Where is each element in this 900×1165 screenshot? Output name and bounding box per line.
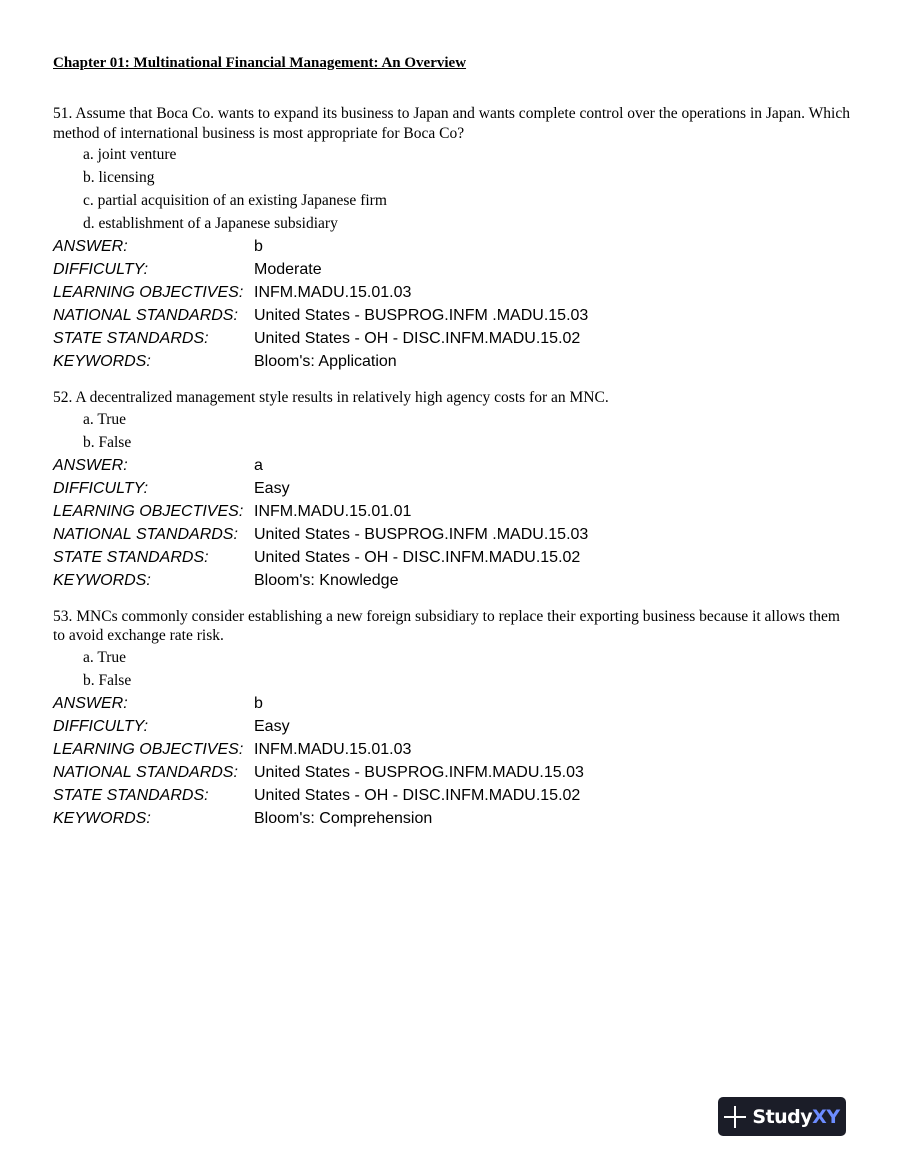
- meta-row: [53, 454, 588, 477]
- meta-key: ANSWER:: [53, 238, 128, 255]
- meta-row: [53, 807, 584, 830]
- meta-value: a: [254, 456, 263, 474]
- meta-key: STATE STANDARDS:: [53, 330, 209, 347]
- meta-value: INFM.MADU.15.01.03: [254, 740, 412, 758]
- meta-key: NATIONAL STANDARDS:: [53, 307, 238, 324]
- chapter-title: Chapter 01: Multinational Financial Management: An Overview: [53, 55, 467, 71]
- meta-row: [53, 738, 584, 761]
- meta-key: ANSWER:: [53, 694, 128, 712]
- meta-key: KEYWORDS:: [53, 353, 151, 370]
- meta-row: [53, 500, 588, 523]
- question-53: [53, 607, 853, 830]
- logo-text-study: Study: [752, 1105, 813, 1128]
- meta-row: [53, 327, 588, 350]
- question-metadata: [53, 235, 588, 373]
- document-page: [53, 54, 853, 830]
- question-52: [53, 388, 853, 592]
- meta-value: Moderate: [254, 261, 322, 278]
- meta-value: United States - BUSPROG.INFM.MADU.15.03: [254, 763, 584, 781]
- meta-row: [53, 784, 584, 807]
- meta-key: ANSWER:: [53, 456, 128, 474]
- option-item: b. licensing: [83, 169, 155, 186]
- meta-key: STATE STANDARDS:: [53, 786, 209, 804]
- meta-row: [53, 761, 584, 784]
- answer-options: [53, 143, 853, 235]
- meta-value: United States - OH - DISC.INFM.MADU.15.02: [254, 330, 581, 347]
- meta-row: [53, 304, 588, 327]
- meta-value: Easy: [254, 479, 290, 497]
- plus-icon: [724, 1106, 746, 1128]
- meta-key: LEARNING OBJECTIVES:: [53, 740, 244, 758]
- option-item: d. establishment of a Japanese subsidiary: [83, 215, 338, 232]
- meta-row: [53, 477, 588, 500]
- option-item: a. True: [83, 410, 127, 428]
- question-text: 53. MNCs commonly consider establishing a new foreign subsidiary to replace their exporting business because it allows them to avoid exchange rate risk.: [53, 607, 840, 644]
- meta-key: NATIONAL STANDARDS:: [53, 763, 238, 781]
- meta-value: Bloom's: Application: [254, 353, 397, 370]
- answer-options: [53, 646, 853, 692]
- option-item: a. joint venture: [83, 146, 177, 163]
- meta-row: [53, 523, 588, 546]
- meta-row: [53, 715, 584, 738]
- question-text: 52. A decentralized management style results in relatively high agency costs for an MNC.: [53, 389, 609, 406]
- meta-value: United States - OH - DISC.INFM.MADU.15.02: [254, 786, 581, 804]
- meta-value: United States - BUSPROG.INFM .MADU.15.03: [254, 307, 589, 324]
- meta-value: b: [254, 694, 263, 712]
- meta-row: [53, 692, 584, 715]
- meta-value: Easy: [254, 717, 290, 735]
- meta-row: [53, 546, 588, 569]
- meta-row: [53, 281, 588, 304]
- meta-key: KEYWORDS:: [53, 809, 151, 827]
- meta-key: DIFFICULTY:: [53, 717, 149, 735]
- studyxy-logo: [718, 1097, 846, 1136]
- option-item: b. False: [83, 433, 132, 451]
- question-metadata: [53, 692, 584, 830]
- meta-row: [53, 350, 588, 373]
- meta-key: DIFFICULTY:: [53, 261, 149, 278]
- meta-key: KEYWORDS:: [53, 571, 151, 589]
- question-metadata: [53, 454, 588, 592]
- meta-value: United States - OH - DISC.INFM.MADU.15.02: [254, 548, 581, 566]
- meta-key: LEARNING OBJECTIVES:: [53, 502, 244, 520]
- meta-key: DIFFICULTY:: [53, 479, 149, 497]
- option-item: a. True: [83, 648, 127, 666]
- meta-row: [53, 258, 588, 281]
- meta-key: LEARNING OBJECTIVES:: [53, 284, 244, 301]
- meta-key: NATIONAL STANDARDS:: [53, 525, 238, 543]
- meta-value: INFM.MADU.15.01.03: [254, 284, 412, 301]
- option-item: c. partial acquisition of an existing Japanese firm: [83, 192, 387, 209]
- meta-key: STATE STANDARDS:: [53, 548, 209, 566]
- question-text: 51. Assume that Boca Co. wants to expand its business to Japan and wants complete control over the operations in Japan. Which method of international business is most appropriate for Boca Co?: [53, 105, 850, 142]
- meta-row: [53, 569, 588, 592]
- answer-options: [53, 408, 853, 454]
- meta-value: INFM.MADU.15.01.01: [254, 502, 412, 520]
- meta-value: b: [254, 238, 263, 255]
- logo-wordmark: [752, 1106, 839, 1128]
- option-item: b. False: [83, 671, 132, 689]
- meta-row: [53, 235, 588, 258]
- logo-text-xy: XY: [812, 1105, 840, 1128]
- question-51: [53, 104, 853, 373]
- meta-value: Bloom's: Comprehension: [254, 809, 433, 827]
- meta-value: United States - BUSPROG.INFM .MADU.15.03: [254, 525, 589, 543]
- meta-value: Bloom's: Knowledge: [254, 571, 399, 589]
